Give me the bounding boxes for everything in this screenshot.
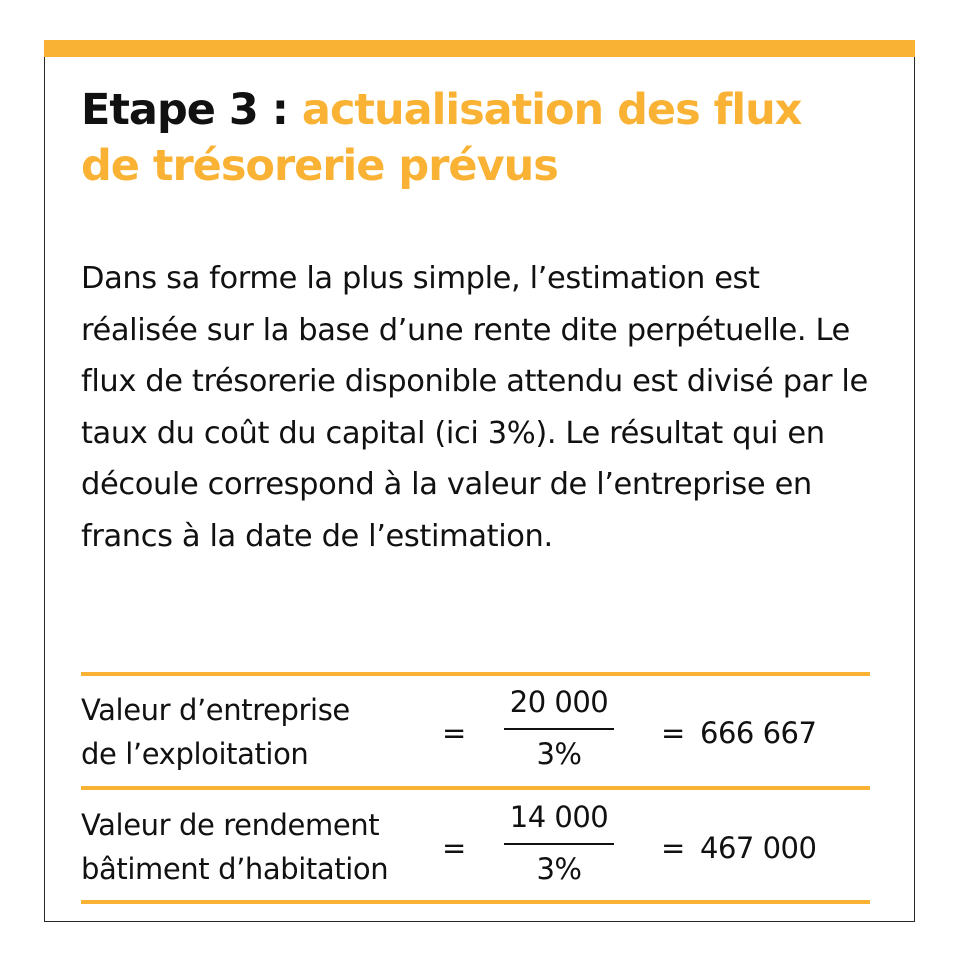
calc-row-residential [81,791,870,903]
accent-top-bar [44,40,915,57]
row-label-line1: Valeur d’entreprise [81,693,350,727]
info-card [44,40,915,922]
table-rule-bottom [81,900,870,904]
title-accent: actualisation des flux de trésorerie prévus [81,85,802,191]
row-label [81,688,350,776]
equals-sign: = [442,831,467,865]
equals-sign: = [661,716,686,750]
step-title [81,82,861,194]
table-rule-middle [81,786,870,790]
row-label-line1: Valeur de rendement [81,808,380,842]
result-value: 666 667 [700,716,817,750]
title-prefix: Etape 3 : [81,85,302,135]
fraction-numerator: 14 000 [504,797,614,845]
fraction-denominator: 3% [536,852,582,886]
equals-sign: = [442,716,467,750]
row-label-line2: de l’exploitation [81,737,309,771]
explanation-paragraph: Dans sa forme la plus simple, l’estimation est réalisée sur la base d’une rente dite perpétuelle. Le flux de trésorerie disponible attendu est divisé par le taux du coût du capital (ici 3%). Le résultat qui en découle correspond à la valeur de l’entreprise en francs à la date de l’estimation. [81,261,868,554]
fraction [504,797,614,889]
row-label [81,803,388,891]
fraction-denominator: 3% [536,737,582,771]
fraction-numerator: 20 000 [504,682,614,730]
result-value: 467 000 [700,831,817,865]
fraction [504,682,614,774]
calc-row-enterprise [81,676,870,788]
equals-sign: = [661,831,686,865]
row-label-line2: bâtiment d’habitation [81,852,389,886]
